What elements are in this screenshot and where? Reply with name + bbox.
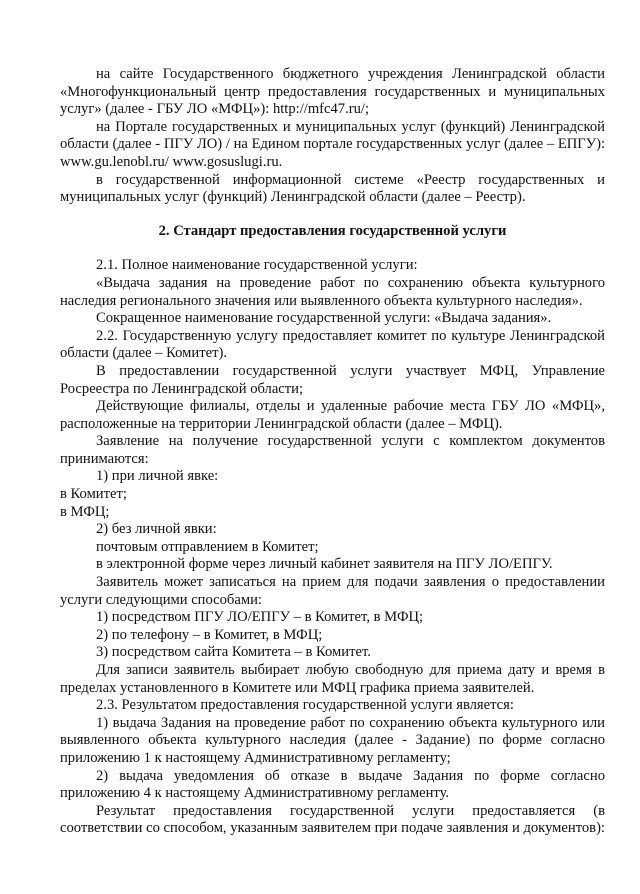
list-item: 2) по телефону – в Комитет, в МФЦ; (96, 626, 323, 643)
paragraph: Заявление на получение государственной услуги с комплектом документов принимаются: (60, 433, 605, 467)
document-body (60, 66, 605, 838)
paragraph: Заявитель может записаться на прием для подачи заявления о предоставлении услуги следующими способами: (60, 574, 605, 608)
list-item: почтовым отправлением в Комитет; (96, 538, 319, 555)
list-item: 2) без личной явки: (96, 521, 217, 538)
section-heading: 2. Стандарт предоставления государственной услуги (158, 222, 507, 239)
list-item: 3) посредством сайта Комитета – в Комитет. (96, 644, 371, 661)
paragraph: в государственной информационной системе «Реестр государственных и муниципальных услуг (функций) Ленинградской области (далее – Реестр). (60, 171, 605, 206)
paragraph: Действующие филиалы, отделы и удаленные рабочие места ГБУ ЛО «МФЦ», расположенные на территории Ленинградской области (далее – МФЦ). (60, 398, 605, 432)
list-item: в МФЦ; (60, 503, 110, 520)
paragraph: 2.3. Результатом предоставления государственной услуги является: (96, 697, 514, 714)
paragraph: 2.2. Государственную услугу предоставляет комитет по культуре Ленинградской области (далее – Комитет). (60, 327, 605, 362)
paragraph: на сайте Государственного бюджетного учреждения Ленинградской области «Многофункциональный центр предоставления государственных и муниципальных услуг» (далее - ГБУ ЛО «МФЦ»): http://mfc47.ru/; (60, 66, 605, 118)
paragraph: 1) выдача Задания на проведение работ по сохранению объекта культурного или выявленного объекта культурного наследия (далее - Задание) по форме согласно приложению 1 к настоящему Административному регламенту; (60, 714, 605, 766)
paragraph: Сокращенное наименование государственной услуги: «Выдача задания». (96, 310, 552, 327)
paragraph: 2) выдача уведомления об отказе в выдаче Задания по форме согласно приложению 4 к настоящему Административному регламенту. (60, 767, 605, 802)
paragraph: Результат предоставления государственной услуги предоставляется (в соответствии со способом, указанным заявителем при подаче заявления и документов): (60, 802, 605, 837)
paragraph: на Портале государственных и муниципальных услуг (функций) Ленинградской области (далее - ПГУ ЛО) / на Едином портале государственных услуг (далее – ЕПГУ): www.gu.lenobl.ru/ www.gosuslugi.ru. (60, 118, 605, 170)
paragraph: 2.1. Полное наименование государственной услуги: (96, 257, 418, 274)
list-item: в электронной форме через личный кабинет заявителя на ПГУ ЛО/ЕПГУ. (96, 556, 553, 573)
paragraph: Для записи заявитель выбирает любую свободную для приема дату и время в пределах установленного в Комитете или МФЦ графика приема заявителей. (60, 662, 605, 696)
list-item: 1) посредством ПГУ ЛО/ЕПГУ – в Комитет, в МФЦ; (96, 609, 424, 626)
paragraph: В предоставлении государственной услуги участвует МФЦ, Управление Росреестра по Ленинградской области; (60, 362, 605, 397)
paragraph: «Выдача задания на проведение работ по сохранению объекта культурного наследия регионального значения или выявленного объекта культурного наследия». (60, 274, 605, 309)
list-item: 1) при личной явке: (96, 468, 219, 485)
list-item: в Комитет; (60, 486, 127, 503)
